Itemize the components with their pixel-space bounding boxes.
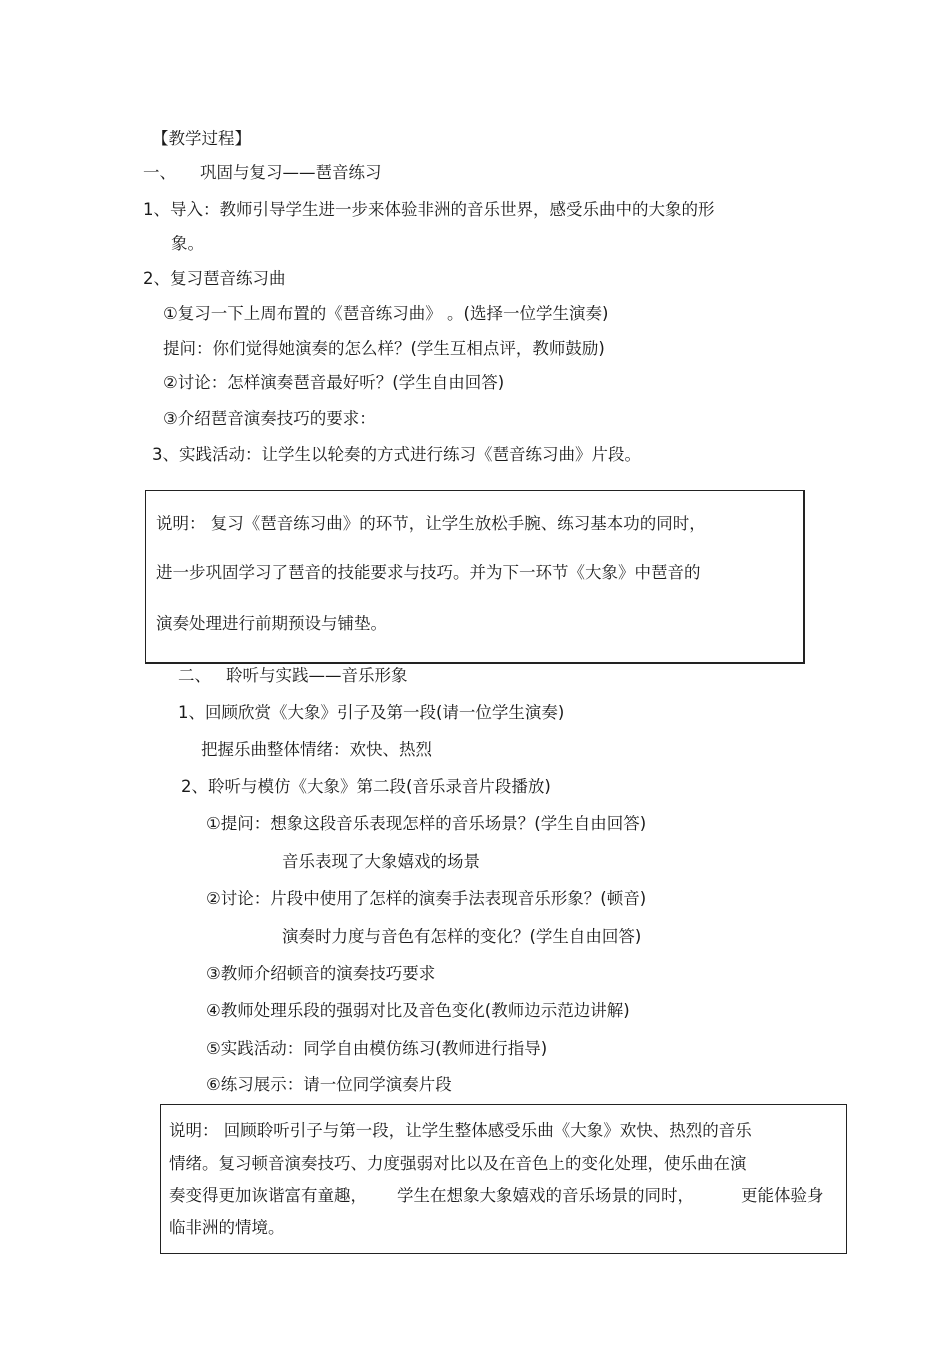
note2-line3-part1: 奏变得更加诙谐富有童趣， [169, 1186, 367, 1205]
part2-item1: 1、回顾欣赏《大象》引子及第一段(请一位学生演奏) [178, 703, 565, 722]
part1-sub1: ①复习一下上周布置的《琶音练习曲》 。(选择一位学生演奏) [163, 304, 609, 323]
part1-heading: 巩固与复习——琶音练习 [200, 163, 382, 182]
section-title: 【教学过程】 [152, 129, 251, 148]
part2-q3: ③教师介绍顿音的演奏技巧要求 [206, 964, 436, 983]
note2-line3-part3: 更能体验身 [741, 1186, 824, 1205]
part2-item2: 2、聆听与模仿《大象》第二段(音乐录音片段播放) [181, 777, 551, 796]
note1-line1: 说明： 复习《琶音练习曲》的环节，让学生放松手腕、练习基本功的同时， [156, 514, 706, 533]
note2-line3-part2: 学生在想象大象嬉戏的音乐场景的同时， [397, 1186, 694, 1205]
note1-line3: 演奏处理进行前期预设与铺垫。 [156, 614, 387, 633]
part2-q1: ①提问：想象这段音乐表现怎样的音乐场景？(学生自由回答) [206, 814, 647, 833]
part2-q4: ④教师处理乐段的强弱对比及音色变化(教师边示范边讲解) [206, 1001, 630, 1020]
part1-heading-number: 一、 [143, 163, 176, 182]
note2-line4: 临非洲的情境。 [169, 1218, 285, 1237]
part1-item3: 3、实践活动：让学生以轮奏的方式进行练习《琶音练习曲》片段。 [152, 445, 641, 464]
part2-q1-answer: 音乐表现了大象嬉戏的场景 [282, 852, 480, 871]
note2-line1: 说明： 回顾聆听引子与第一段，让学生整体感受乐曲《大象》欢快、热烈的音乐 [169, 1121, 752, 1140]
part2-q5: ⑤实践活动：同学自由模仿练习(教师进行指导) [206, 1039, 548, 1058]
part1-sub3: ③介绍琶音演奏技巧的要求： [163, 409, 376, 428]
note2-line2: 情绪。复习顿音演奏技巧、力度强弱对比以及在音色上的变化处理，使乐曲在演 [169, 1154, 747, 1173]
part2-heading-number: 二、 [178, 666, 211, 685]
part2-item1-sub: 把握乐曲整体情绪：欢快、热烈 [201, 740, 432, 759]
part2-q6: ⑥练习展示：请一位同学演奏片段 [206, 1075, 452, 1094]
part1-item1-line2: 象。 [171, 234, 204, 253]
part1-item2: 2、复习琶音练习曲 [143, 269, 286, 288]
part2-q2: ②讨论：片段中使用了怎样的演奏手法表现音乐形象？(顿音) [206, 889, 647, 908]
note1-line2: 进一步巩固学习了琶音的技能要求与技巧。并为下一环节《大象》中琶音的 [156, 563, 701, 582]
part1-sub2: ②讨论：怎样演奏琶音最好听？(学生自由回答) [163, 373, 505, 392]
part2-heading: 聆听与实践——音乐形象 [226, 666, 408, 685]
part2-q2-followup: 演奏时力度与音色有怎样的变化？(学生自由回答) [282, 927, 642, 946]
part1-question: 提问：你们觉得她演奏的怎么样？(学生互相点评，教师鼓励) [163, 339, 605, 358]
part1-item1-line1: 1、导入：教师引导学生进一步来体验非洲的音乐世界，感受乐曲中的大象的形 [143, 200, 715, 219]
